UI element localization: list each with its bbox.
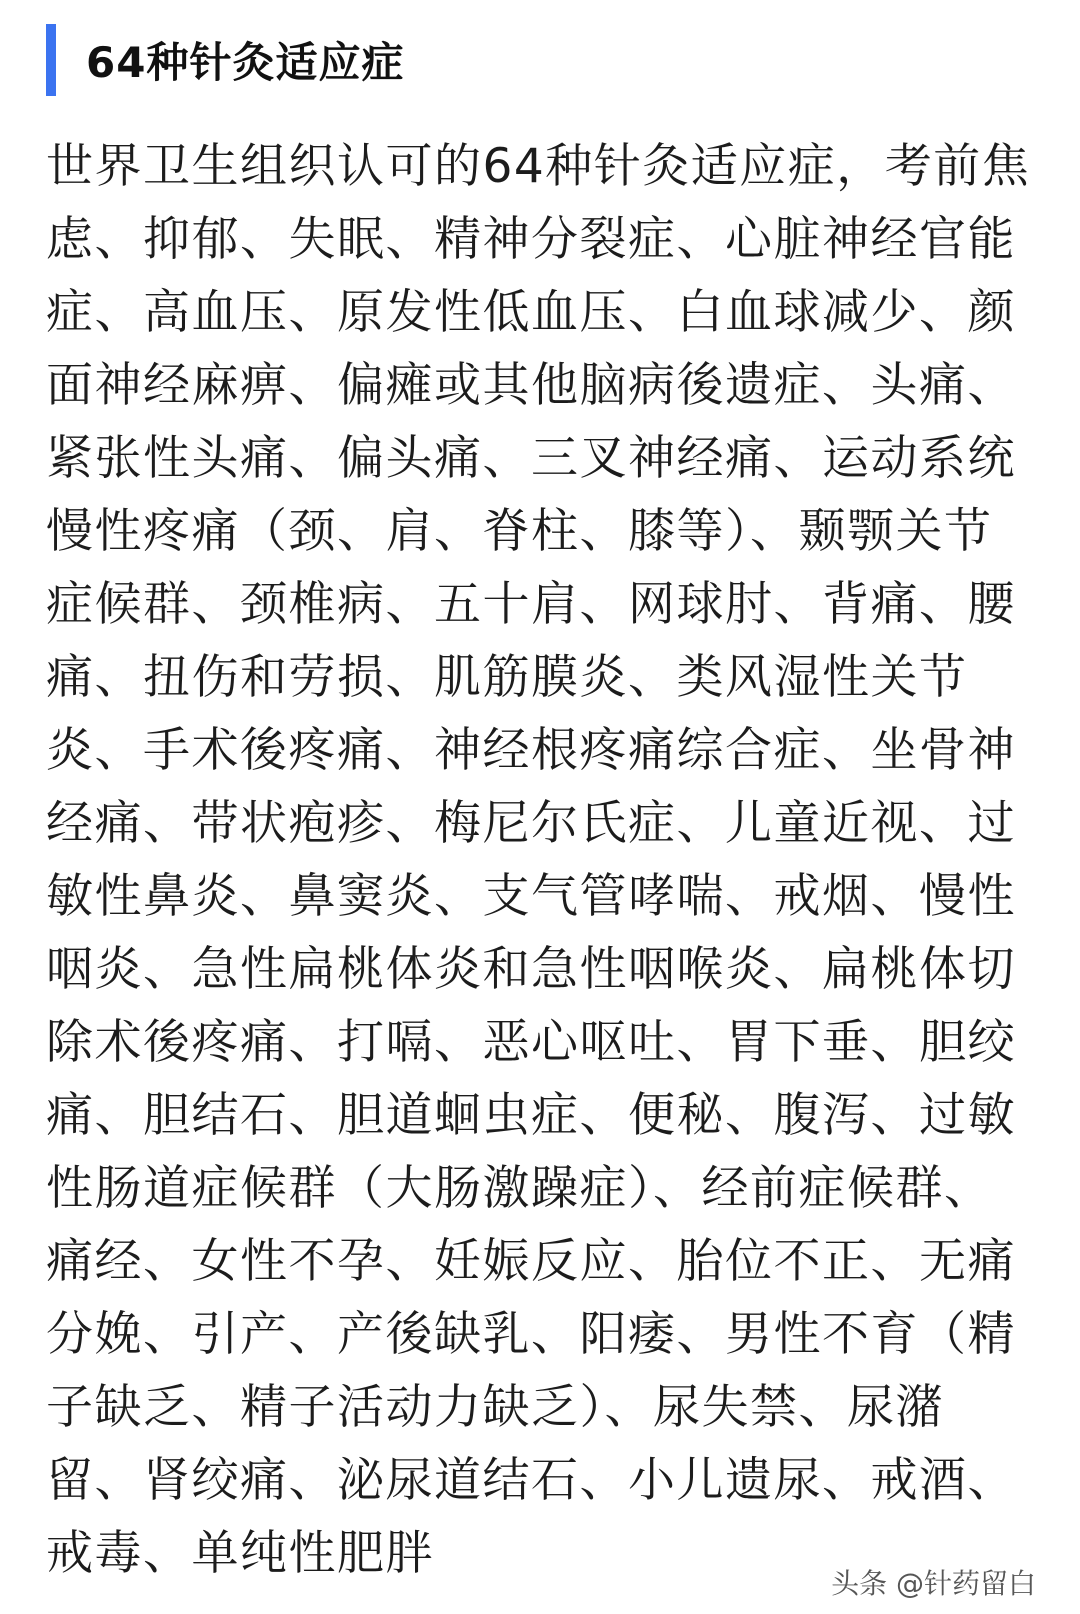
text-line: 面神经麻痹、偏瘫或其他脑病後遗症、头痛、 [46,358,1016,413]
text-line: 戒毒、单纯性肥胖 [46,1526,434,1581]
article-body [46,130,1036,1590]
text-line: 敏性鼻炎、鼻窦炎、支气管哮喘、戒烟、慢性 [46,869,1016,924]
text-line: 症候群、颈椎病、五十肩、网球肘、背痛、腰 [46,577,1016,632]
text-line: 慢性疼痛（颈、肩、脊柱、膝等）、颞颚关节 [46,504,993,559]
text-line: 留、肾绞痛、泌尿道结石、小儿遗尿、戒酒、 [46,1453,1016,1508]
text-line: 子缺乏、精子活动力缺乏）、尿失禁、尿潴 [46,1380,944,1435]
text-line: 痛、扭伤和劳损、肌筋膜炎、类风湿性关节 [46,650,968,705]
text-line: 分娩、引产、产後缺乳、阳痿、男性不育（精 [46,1307,1016,1362]
text-line: 症、高血压、原发性低血压、白血球减少、颜 [46,285,1016,340]
text-line: 虑、抑郁、失眠、精神分裂症、心脏神经官能 [46,212,1016,267]
text-line: 痛经、女性不孕、妊娠反应、胎位不正、无痛 [46,1234,1016,1289]
text-line: 性肠道症候群（大肠激躁症）、经前症候群、 [46,1161,993,1216]
text-line: 炎、手术後疼痛、神经根疼痛综合症、坐骨神 [46,723,1016,778]
accent-bar [46,24,56,96]
text-line: 紧张性头痛、偏头痛、三叉神经痛、运动系统 [46,431,1016,486]
page-title: 64种针灸适应症 [86,38,405,87]
text-line: 世界卫生组织认可的64种针灸适应症，考前焦 [46,139,1031,194]
watermark: 头条 @针药留白 [831,1567,1036,1600]
text-line: 除术後疼痛、打嗝、恶心呕吐、胃下垂、胆绞 [46,1015,1016,1070]
text-line: 咽炎、急性扁桃体炎和急性咽喉炎、扁桃体切 [46,942,1016,997]
text-line: 经痛、带状疱疹、梅尼尔氏症、儿童近视、过 [46,796,1016,851]
text-line: 痛、胆结石、胆道蛔虫症、便秘、腹泻、过敏 [46,1088,1016,1143]
section-header [46,24,404,96]
